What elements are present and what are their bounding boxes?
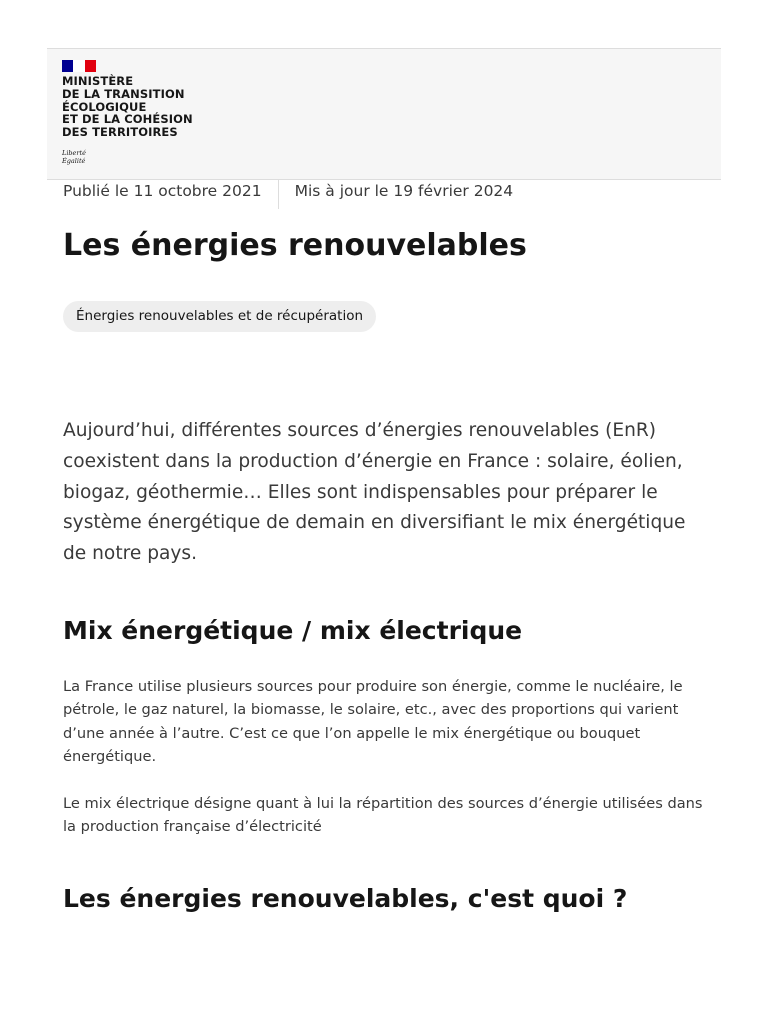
ministry-line: MINISTÈRE [62,74,134,88]
section-heading-enr: Les énergies renouvelables, c'est quoi ? [63,884,628,913]
marianne-flag-icon [62,60,96,72]
republic-motto [62,150,86,165]
motto-line: Égalité [62,156,86,165]
ministry-line: ET DE LA COHÉSION [62,112,193,127]
updated-date: Mis à jour le 19 février 2024 [294,182,514,200]
ministry-line: DES TERRITOIRES [62,125,178,140]
site-header [47,48,721,180]
lead-paragraph: Aujourd’hui, différentes sources d’énergies renouvelables (EnR) coexistent dans la production d’énergie en France : solaire, éolien, biogaz, géothermie… Elles sont indispensables pour préparer le système énergétique de demain en diversifiant le mix énergétique de notre pays. [63,420,686,565]
mix-energetique-paragraph: La France utilise plusieurs sources pour produire son énergie, comme le nucléaire, le pétrole, le gaz naturel, la biomasse, le solaire, etc., avec des proportions qui varient d’une année à l’autre. C’est ce que l’on appelle le mix énergétique ou bouquet énergétique. [63,678,683,765]
mix-electrique-paragraph: Le mix électrique désigne quant à lui la répartition des sources d’énergie utilisées dans la production française d’électricité [63,795,703,836]
publication-meta [63,180,513,209]
ministry-line: DE LA TRANSITION [62,86,185,101]
published-date: Publié le 11 octobre 2021 [63,180,279,209]
page-title: Les énergies renouvelables [63,228,527,263]
motto-line: Liberté [62,149,86,157]
ministry-line: ÉCOLOGIQUE [62,99,147,114]
section-heading-mix: Mix énergétique / mix électrique [63,616,523,645]
ministry-logo-text[interactable] [62,75,193,139]
category-tag[interactable]: Énergies renouvelables et de récupération [63,301,376,332]
